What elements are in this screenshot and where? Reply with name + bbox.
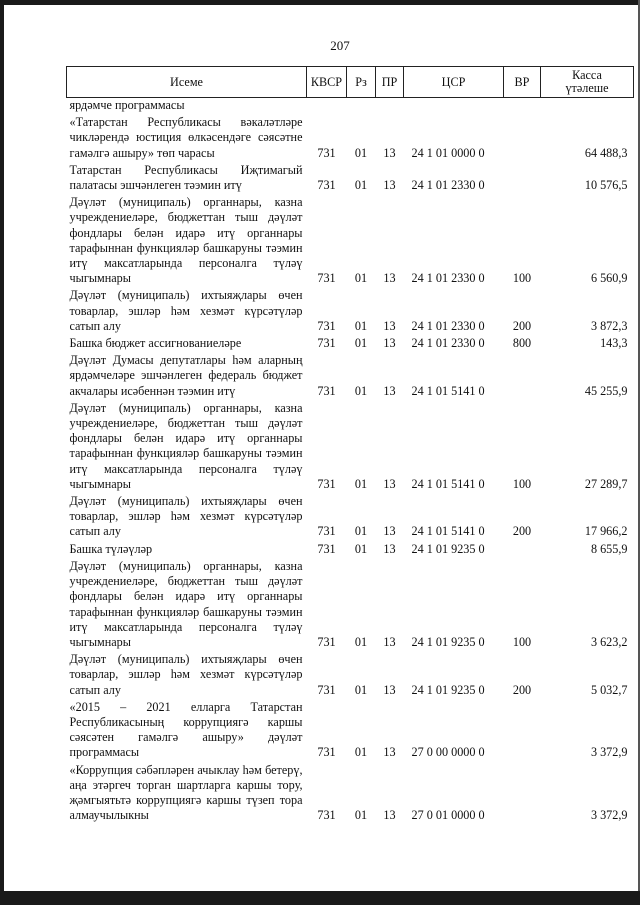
header-cash [541,67,634,98]
scan-border-bottom [0,891,640,905]
cell-kvsr: 731 [317,336,336,351]
cell-cash: 64 488,3 [584,145,628,160]
cell-pr: 13 [383,178,396,193]
scan-border-top [0,0,640,5]
cell-rz: 01 [354,808,368,823]
cell-kvsr: 731 [317,634,336,649]
cell-cash: 3 372,9 [590,808,628,823]
cell-csr: 24 1 01 0000 0 [411,145,485,160]
cell-csr: 24 1 01 5141 0 [411,524,485,539]
table-row [67,400,634,493]
table-row [67,699,634,762]
page-number: 207 [330,38,350,53]
cell-name: «2015 – 2021 елларга Татарстан Республикасының коррупциягә каршы сәясәтен гамәлгә ашыру» дәүләт программасы [69,699,303,760]
table-row [67,335,634,352]
header-cash-line2: үтәлеше [565,81,609,95]
cell-csr: 27 0 00 0000 0 [411,745,485,760]
cell-vr: 800 [512,336,532,351]
cell-vr: 200 [512,682,532,697]
cell-cash: 3 623,2 [590,634,628,649]
table-row [67,114,634,162]
cell-name: Башка түләүләр [69,541,153,556]
cell-pr: 13 [383,524,396,539]
scan-border-left [0,0,4,905]
cell-kvsr: 731 [317,476,336,491]
cell-pr: 13 [383,745,396,760]
cell-vr: 200 [512,524,532,539]
cell-csr: 24 1 01 9235 0 [411,682,485,697]
cell-csr: 24 1 01 5141 0 [411,383,485,398]
cell-vr [504,541,541,558]
header-name: Исеме [67,67,307,98]
cell-kvsr: 731 [317,524,336,539]
table-row [67,162,634,194]
table-row [67,558,634,651]
header-rz: Рз [347,67,376,98]
table-row [67,352,634,400]
cell-cash [541,98,634,115]
cell-name: Дәүләт (муниципаль) ихтыяҗлары өчен товарлар, эшләр һәм хезмәт күрсәтүләр сатып алу [69,494,303,539]
header-vr: ВР [504,67,541,98]
cell-kvsr: 731 [317,318,336,333]
cell-cash: 143,3 [600,336,628,351]
cell-vr [504,699,541,762]
cell-pr: 13 [383,271,396,286]
table-row [67,194,634,287]
cell-rz: 01 [354,336,368,351]
table-row [67,98,634,115]
cell-cash: 10 576,5 [584,178,628,193]
cell-rz: 01 [354,383,368,398]
cell-name: «Коррупция сәбәпләрен ачыклау һәм бетерү, аңа этәргеч торган шартларга каршы тору, җәмгыятьтә коррупциягә каршы түзеп тора алмаучылыкны [69,762,303,823]
cell-rz: 01 [354,476,368,491]
table-row [67,541,634,558]
cell-csr: 24 1 01 5141 0 [411,476,485,491]
cell-pr: 13 [383,145,396,160]
cell-cash: 6 560,9 [590,271,628,286]
cell-pr: 13 [383,541,396,556]
cell-csr [404,98,504,115]
cell-cash: 3 872,3 [590,318,628,333]
cell-pr: 13 [383,318,396,333]
cell-rz: 01 [354,682,368,697]
cell-kvsr: 731 [317,178,336,193]
cell-cash: 5 032,7 [590,682,628,697]
header-kvsr: КВСР [307,67,347,98]
cell-rz: 01 [354,145,368,160]
cell-rz: 01 [354,178,368,193]
table-header [67,67,634,98]
cell-csr: 27 0 01 0000 0 [411,808,485,823]
table-row [67,287,634,335]
budget-table [66,66,634,824]
cell-cash: 3 372,9 [590,745,628,760]
cell-kvsr: 731 [317,145,336,160]
cell-rz: 01 [354,318,368,333]
cell-vr [504,98,541,115]
header-cash-line1: Касса [572,68,602,82]
cell-vr [504,762,541,825]
header-csr: ЦСР [404,67,504,98]
cell-pr [376,98,404,115]
cell-cash: 17 966,2 [584,524,628,539]
cell-csr: 24 1 01 2330 0 [411,318,485,333]
cell-kvsr: 731 [317,541,336,556]
cell-cash: 8 655,9 [590,541,628,556]
cell-csr: 24 1 01 9235 0 [411,541,485,556]
cell-pr: 13 [383,476,396,491]
cell-kvsr [307,98,347,115]
cell-name: Дәүләт (муниципаль) ихтыяҗлары өчен товарлар, эшләр һәм хезмәт күрсәтүләр сатып алу [69,288,303,333]
cell-name: Дәүләт (муниципаль) органнары, казна учреждениеләре, бюджеттан тыш дәүләт фондлары белән идарә итү органнары тарафыннан функцияләр башкаруны тәэмин итү максатларында персоналга түләү чыгымнары [69,195,303,286]
cell-csr: 24 1 01 2330 0 [411,178,485,193]
cell-cash: 45 255,9 [584,383,628,398]
header-pr: ПР [376,67,404,98]
cell-rz: 01 [354,541,368,556]
cell-csr: 24 1 01 9235 0 [411,634,485,649]
table-body [67,98,634,825]
cell-pr: 13 [383,383,396,398]
cell-rz: 01 [354,634,368,649]
cell-kvsr: 731 [317,271,336,286]
cell-name: Татарстан Республикасы Иҗтимагый палатасы эшчәнлеген тәэмин итү [69,162,303,193]
cell-rz [347,98,376,115]
cell-kvsr: 731 [317,808,336,823]
cell-kvsr: 731 [317,383,336,398]
cell-name: Башка бюджет ассигнованиеләре [69,336,242,351]
cell-vr [504,352,541,400]
cell-name: Дәүләт Думасы депутатлары һәм аларның ярдәмчеләре эшчәнлеген федераль бюджет акчалары исәбеннән тәэмин итү [69,353,303,398]
cell-vr [504,114,541,162]
cell-rz: 01 [354,271,368,286]
cell-name: Дәүләт (муниципаль) органнары, казна учреждениеләре, бюджеттан тыш дәүләт фондлары белән идарә итү органнары тарафыннан функцияләр башкаруны тәэмин итү максатларында персоналга түләү чыгымнары [69,558,303,649]
cell-name: ярдәмче программасы [69,98,185,112]
table-row [67,762,634,825]
cell-vr [504,162,541,194]
cell-pr: 13 [383,808,396,823]
cell-pr: 13 [383,336,396,351]
cell-vr: 100 [512,271,532,286]
cell-name: Дәүләт (муниципаль) органнары, казна учреждениеләре, бюджеттан тыш дәүләт фондлары белән идарә итү органнары тарафыннан функцияләр башкаруны тәэмин итү максатларында персоналга түләү чыгымнары [69,400,303,491]
cell-name: «Татарстан Республикасы вәкаләтләре чикләрендә юстиция өлкәсендәге сәясәтне гамәлгә ашыру» төп чарасы [69,115,303,160]
cell-vr: 200 [512,318,532,333]
cell-pr: 13 [383,634,396,649]
cell-rz: 01 [354,745,368,760]
table-row [67,651,634,699]
cell-rz: 01 [354,524,368,539]
cell-cash: 27 289,7 [584,476,628,491]
cell-csr: 24 1 01 2330 0 [411,336,485,351]
cell-vr: 100 [512,634,532,649]
cell-kvsr: 731 [317,682,336,697]
cell-pr: 13 [383,682,396,697]
cell-csr: 24 1 01 2330 0 [411,271,485,286]
cell-kvsr: 731 [317,745,336,760]
cell-vr: 100 [512,476,532,491]
table-row [67,493,634,541]
cell-name: Дәүләт (муниципаль) ихтыяҗлары өчен товарлар, эшләр һәм хезмәт күрсәтүләр сатып алу [69,652,303,697]
